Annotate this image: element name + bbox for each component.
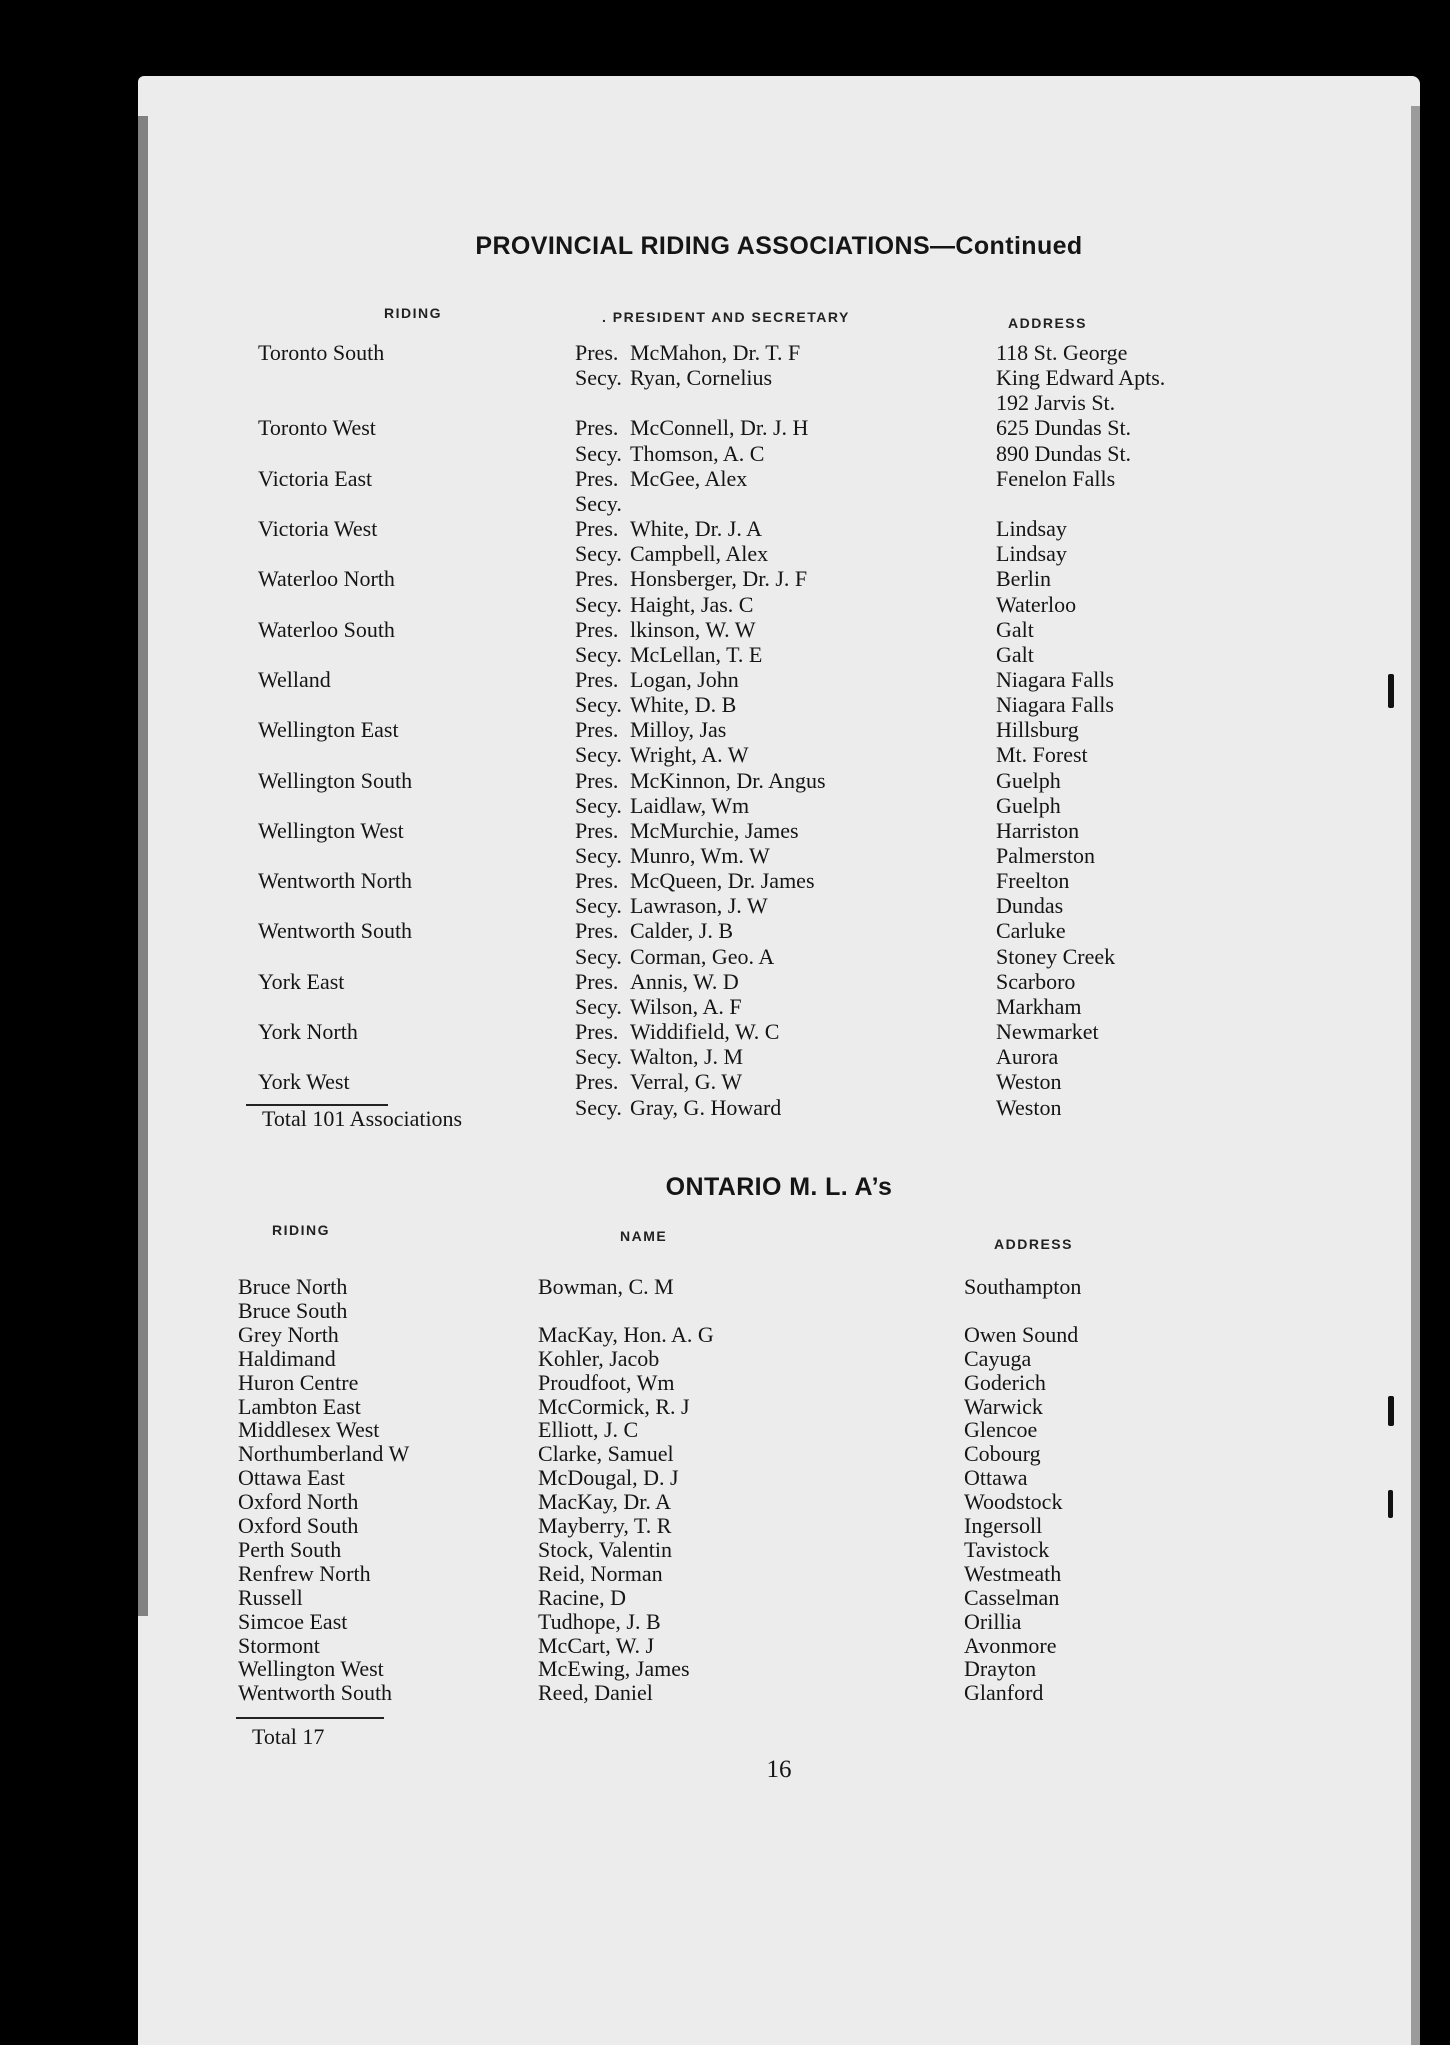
provincial-role: Pres. (575, 817, 619, 843)
provincial-role: Pres. (575, 767, 619, 793)
mla-address: Casselman (964, 1584, 1060, 1610)
provincial-name: McMahon, Dr. T. F (630, 340, 801, 365)
mla-name: Clarke, Samuel (538, 1441, 674, 1467)
mla-name: Elliott, J. C (538, 1417, 639, 1443)
mla-name: Mayberry, T. R (538, 1513, 672, 1538)
mla-name: MacKay, Hon. A. G (538, 1321, 714, 1347)
provincial-title: PROVINCIAL RIDING ASSOCIATIONS—Continued (475, 232, 1083, 260)
mla-address: Southampton (964, 1274, 1082, 1299)
provincial-name: Munro, Wm. W (630, 843, 770, 868)
mla-riding: Ottawa East (238, 1465, 345, 1491)
mla-total: Total 17 (252, 1724, 325, 1749)
provincial-role: Secy. (575, 692, 622, 718)
mla-riding: Stormont (238, 1632, 320, 1658)
mla-address: Glanford (964, 1680, 1044, 1706)
mla-title: ONTARIO M. L. A’s (665, 1173, 893, 1201)
mla-address: Ingersoll (964, 1513, 1043, 1538)
provincial-role: Pres. (575, 666, 619, 692)
mla-address: Goderich (964, 1369, 1046, 1395)
provincial-role: Pres. (575, 918, 619, 944)
mla-header-address: ADDRESS (994, 1236, 1073, 1252)
page-gutter-shadow (1411, 106, 1420, 2045)
provincial-name: McLellan, T. E (630, 641, 763, 667)
mla-address: Glencoe (964, 1417, 1038, 1443)
mla-riding: Grey North (238, 1321, 339, 1347)
mla-address: Owen Sound (964, 1321, 1079, 1347)
mla-address: Cayuga (964, 1345, 1032, 1371)
provincial-role: Pres. (575, 516, 619, 542)
mla-riding: Wellington West (238, 1656, 384, 1682)
provincial-address: Mt. Forest (996, 742, 1088, 768)
mla-name: McCormick, R. J (538, 1393, 690, 1419)
provincial-name: Gray, G. Howard (630, 1094, 782, 1120)
mla-name: McDougal, D. J (538, 1465, 679, 1491)
provincial-riding: York East (258, 968, 345, 994)
mla-riding: Perth South (238, 1536, 342, 1562)
provincial-address: Niagara Falls (996, 692, 1114, 718)
mla-name: Reid, Norman (538, 1560, 663, 1586)
provincial-address: Weston (996, 1094, 1062, 1120)
provincial-role: Pres. (575, 1019, 619, 1045)
page-number: 16 (766, 1756, 792, 1783)
provincial-role: Secy. (575, 742, 622, 768)
provincial-address: Berlin (996, 566, 1051, 592)
provincial-address: Stoney Creek (996, 943, 1116, 969)
provincial-name: lkinson, W. W (630, 616, 756, 642)
mla-address: Westmeath (964, 1560, 1062, 1586)
provincial-name: Wright, A. W (630, 742, 749, 768)
provincial-address: 625 Dundas St. (996, 415, 1132, 441)
page-spine-shadow (138, 116, 148, 1616)
provincial-name: Wilson, A. F (630, 993, 742, 1019)
mla-name: Proudfoot, Wm (538, 1369, 675, 1395)
mla-riding: Bruce South (238, 1297, 348, 1323)
provincial-address: Palmerston (996, 843, 1095, 868)
mla-name: MacKay, Dr. A (538, 1489, 671, 1515)
scan-mark (1388, 674, 1394, 708)
mla-name: McEwing, James (538, 1656, 690, 1682)
scan-mark (1388, 1396, 1394, 1426)
provincial-riding: Wellington South (258, 767, 413, 793)
mla-address: Cobourg (964, 1441, 1041, 1467)
provincial-address: Carluke (996, 918, 1066, 944)
provincial-address: Lindsay (996, 541, 1067, 567)
provincial-header-riding: RIDING (384, 305, 442, 321)
provincial-name: Widdifield, W. C (630, 1019, 780, 1045)
provincial-riding: York West (258, 1069, 350, 1095)
mla-address: Ottawa (964, 1465, 1028, 1491)
provincial-riding: Toronto South (258, 340, 385, 365)
provincial-name: Haight, Jas. C (630, 591, 754, 617)
mla-name: Kohler, Jacob (538, 1345, 660, 1371)
mla-riding: Lambton East (238, 1393, 361, 1419)
mla-name: Tudhope, J. B (538, 1608, 661, 1634)
provincial-role: Pres. (575, 1069, 619, 1095)
provincial-address: 192 Jarvis St. (996, 390, 1116, 416)
mla-riding: Huron Centre (238, 1369, 359, 1395)
provincial-riding: Wellington West (258, 817, 404, 843)
mla-riding: Oxford North (238, 1489, 359, 1515)
provincial-role: Secy. (575, 1044, 622, 1070)
provincial-address: King Edward Apts. (996, 365, 1166, 391)
provincial-role: Secy. (575, 591, 622, 617)
mla-address: Drayton (964, 1656, 1037, 1682)
mla-address: Woodstock (964, 1489, 1063, 1515)
provincial-role: Pres. (575, 968, 619, 994)
provincial-address: Harriston (996, 817, 1080, 843)
mla-riding: Russell (238, 1584, 303, 1610)
provincial-name: Thomson, A. C (630, 440, 765, 466)
provincial-role: Secy. (575, 792, 622, 818)
provincial-name: Verral, G. W (630, 1069, 742, 1095)
mla-name: Bowman, C. M (538, 1274, 674, 1299)
provincial-name: McMurchie, James (630, 817, 799, 843)
provincial-role: Secy. (575, 490, 622, 516)
provincial-address: Aurora (996, 1044, 1059, 1070)
provincial-address: Scarboro (996, 968, 1076, 994)
provincial-name: Lawrason, J. W (630, 893, 768, 919)
provincial-address: Freelton (996, 868, 1070, 894)
provincial-name: Laidlaw, Wm (630, 792, 750, 818)
provincial-address: Hillsburg (996, 717, 1079, 743)
provincial-address: Lindsay (996, 516, 1067, 542)
provincial-address: Weston (996, 1069, 1062, 1095)
provincial-name: Milloy, Jas (630, 717, 727, 743)
provincial-role: Secy. (575, 440, 622, 466)
provincial-role: Pres. (575, 868, 619, 894)
provincial-riding: Victoria West (258, 516, 378, 542)
mla-riding: Haldimand (238, 1345, 336, 1371)
provincial-name: White, Dr. J. A (630, 516, 762, 542)
provincial-name: Calder, J. B (630, 918, 733, 944)
mla-address: Orillia (964, 1608, 1022, 1634)
provincial-address: Guelph (996, 767, 1061, 793)
provincial-riding: Waterloo South (258, 616, 395, 642)
provincial-riding: Wentworth South (258, 918, 413, 944)
mla-name: Racine, D (538, 1584, 626, 1610)
provincial-header-address: ADDRESS (1008, 315, 1087, 331)
provincial-role: Secy. (575, 641, 622, 667)
provincial-role: Pres. (575, 616, 619, 642)
mla-riding: Renfrew North (238, 1560, 371, 1586)
mla-riding: Northumberland W (238, 1441, 410, 1467)
provincial-riding: Welland (258, 666, 331, 692)
provincial-address: Newmarket (996, 1019, 1099, 1045)
provincial-riding: Wentworth North (258, 868, 413, 894)
mla-total-rule (236, 1717, 384, 1719)
provincial-name: Annis, W. D (630, 968, 739, 994)
provincial-name: McConnell, Dr. J. H (630, 415, 809, 441)
provincial-header-president: . PRESIDENT AND SECRETARY (602, 309, 850, 325)
mla-address: Warwick (964, 1393, 1043, 1419)
provincial-role: Secy. (575, 365, 622, 391)
provincial-role: Pres. (575, 566, 619, 592)
mla-name: McCart, W. J (538, 1632, 655, 1658)
provincial-address: 890 Dundas St. (996, 440, 1132, 466)
provincial-riding: Toronto West (258, 415, 376, 441)
provincial-role: Secy. (575, 943, 622, 969)
provincial-name: Honsberger, Dr. J. F (630, 566, 808, 592)
mla-header-riding: RIDING (272, 1222, 330, 1238)
provincial-name: Campbell, Alex (630, 541, 769, 567)
provincial-total: Total 101 Associations (262, 1106, 463, 1131)
provincial-riding: Victoria East (258, 465, 373, 491)
provincial-role: Pres. (575, 340, 619, 365)
mla-riding: Bruce North (238, 1274, 348, 1299)
provincial-address: Waterloo (996, 591, 1077, 617)
provincial-role: Pres. (575, 717, 619, 743)
provincial-address: Galt (996, 641, 1034, 667)
provincial-address: Markham (996, 993, 1082, 1019)
provincial-role: Secy. (575, 843, 622, 868)
provincial-name: Corman, Geo. A (630, 943, 775, 969)
provincial-role: Secy. (575, 893, 622, 919)
provincial-name: Ryan, Cornelius (630, 365, 773, 391)
provincial-address: Galt (996, 616, 1034, 642)
provincial-address: Niagara Falls (996, 666, 1114, 692)
provincial-name: McGee, Alex (630, 465, 748, 491)
provincial-riding: Waterloo North (258, 566, 395, 592)
provincial-name: McKinnon, Dr. Angus (630, 767, 826, 793)
provincial-role: Secy. (575, 541, 622, 567)
provincial-role: Secy. (575, 1094, 622, 1120)
mla-name: Reed, Daniel (538, 1680, 653, 1706)
provincial-role: Pres. (575, 415, 619, 441)
provincial-name: Logan, John (630, 666, 739, 692)
provincial-name: White, D. B (630, 692, 737, 718)
document-page (138, 76, 1420, 2045)
mla-riding: Middlesex West (238, 1417, 380, 1443)
mla-riding: Simcoe East (238, 1608, 348, 1634)
mla-header-name: NAME (620, 1228, 668, 1244)
provincial-name: Walton, J. M (630, 1044, 744, 1070)
mla-riding: Oxford South (238, 1513, 359, 1538)
provincial-role: Secy. (575, 993, 622, 1019)
provincial-address: Fenelon Falls (996, 465, 1116, 491)
provincial-address: 118 St. George (996, 340, 1128, 365)
mla-riding: Wentworth South (238, 1680, 393, 1706)
provincial-riding: York North (258, 1019, 358, 1045)
provincial-role: Pres. (575, 465, 619, 491)
mla-address: Avonmore (964, 1632, 1057, 1658)
provincial-name: McQueen, Dr. James (630, 868, 815, 894)
mla-name: Stock, Valentin (538, 1536, 673, 1562)
provincial-riding: Wellington East (258, 717, 399, 743)
scan-mark (1388, 1490, 1393, 1518)
mla-address: Tavistock (964, 1536, 1050, 1562)
provincial-address: Dundas (996, 893, 1064, 919)
provincial-address: Guelph (996, 792, 1061, 818)
